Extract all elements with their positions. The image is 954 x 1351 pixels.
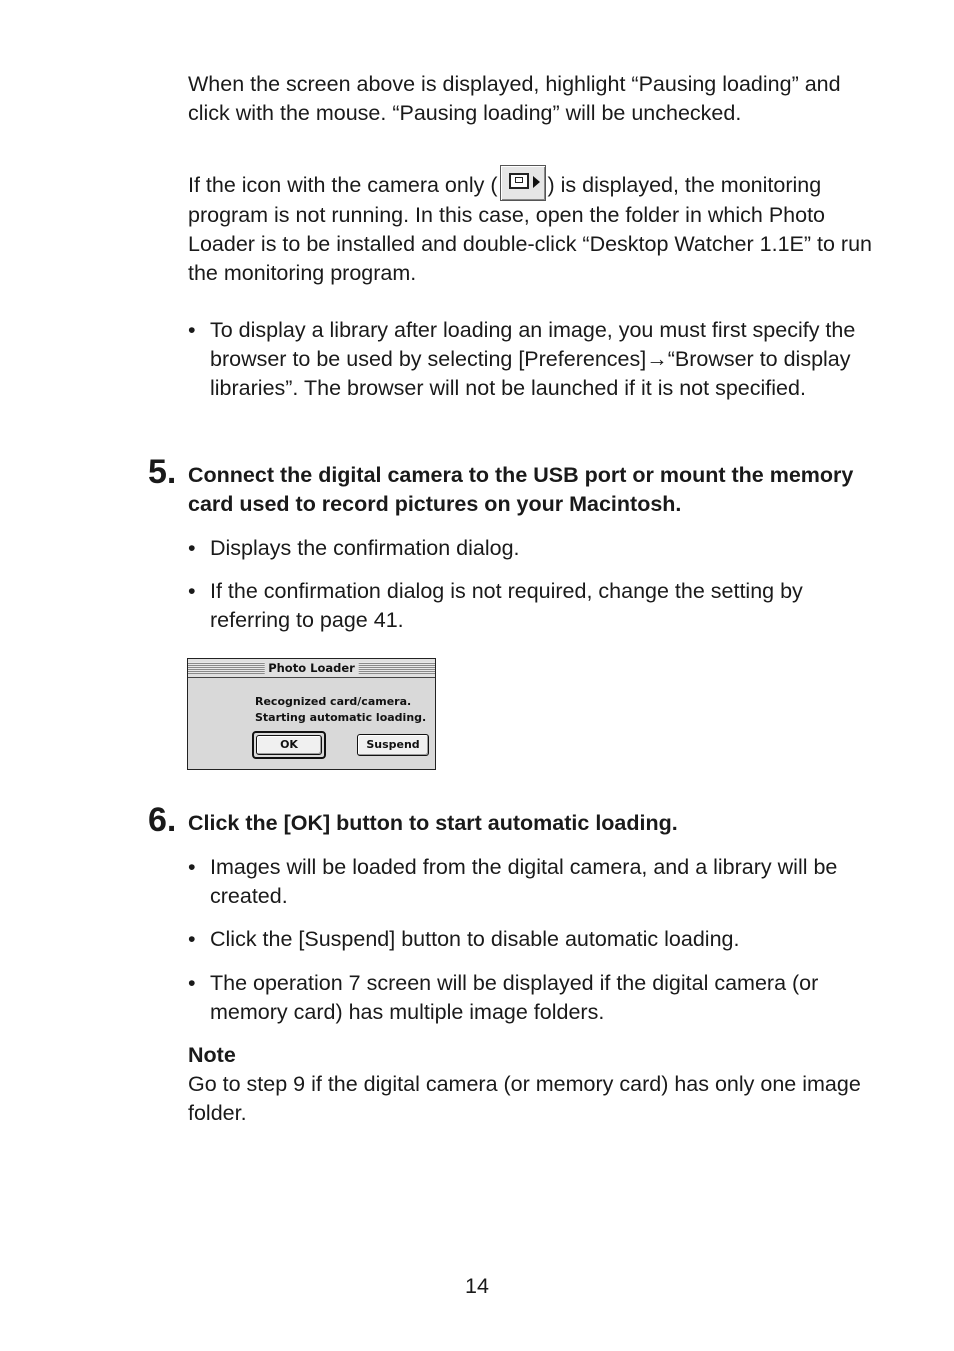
- intro-paragraph: When the screen above is displayed, highlight “Pausing loading” and click with the mouse. “Pausing loading” will be unchecked.: [188, 72, 841, 125]
- dialog-message-line: Starting automatic loading.: [255, 711, 427, 724]
- bullet-text: Images will be loaded from the digital camera, and a library will be created.: [210, 855, 838, 908]
- step-number: 6.: [148, 801, 177, 839]
- bullet-dot: •: [188, 579, 196, 603]
- bullet-text: Displays the confirmation dialog.: [210, 536, 520, 560]
- note-title: Note: [188, 1043, 236, 1067]
- suspend-button[interactable]: Suspend: [357, 734, 429, 756]
- step-heading: Click the [OK] button to start automatic loading.: [188, 811, 678, 835]
- photo-loader-dialog: [187, 658, 436, 770]
- bullet-text: The operation 7 screen will be displayed if the digital camera (or memory card) has multiple image folders.: [210, 971, 819, 1024]
- bullet-dot: •: [188, 855, 196, 879]
- camera-only-icon: [500, 165, 546, 201]
- bullet-text: To display a library after loading an image, you must first specify the browser to be used by selecting [Preferences]→“Browser to display libraries”. The browser will not be launched if it is not specified.: [210, 318, 856, 400]
- step-heading: Connect the digital camera to the USB port or mount the memory card used to record pictures on your Macintosh.: [188, 463, 854, 516]
- dialog-message-line: Recognized card/camera.: [255, 695, 412, 708]
- monitoring-text-after: ) is displayed, the monitoring program is not running. In this case, open the folder in which Photo Loader is to be installed and double-click “Desktop Watcher 1.1E” to run the monitoring program.: [188, 173, 872, 286]
- bullet-text: If the confirmation dialog is not required, change the setting by referring to page 41.: [210, 579, 803, 632]
- note-text: Go to step 9 if the digital camera (or memory card) has only one image folder.: [188, 1072, 861, 1125]
- monitoring-paragraph: [188, 171, 888, 288]
- dialog-title: Photo Loader: [264, 660, 359, 676]
- bullet-dot: •: [188, 536, 196, 560]
- dialog-titlebar[interactable]: [188, 659, 435, 678]
- dialog-message: [255, 694, 426, 726]
- monitoring-text-before: If the icon with the camera only (: [188, 173, 498, 197]
- bullet-dot: •: [188, 318, 196, 342]
- ok-button-default-ring: [252, 731, 326, 759]
- page-number: 14: [465, 1274, 489, 1298]
- bullet-dot: •: [188, 971, 196, 995]
- bullet-dot: •: [188, 927, 196, 951]
- step-number: 5.: [148, 453, 177, 491]
- bullet-text: Click the [Suspend] button to disable automatic loading.: [210, 927, 740, 951]
- ok-button[interactable]: OK: [256, 735, 322, 755]
